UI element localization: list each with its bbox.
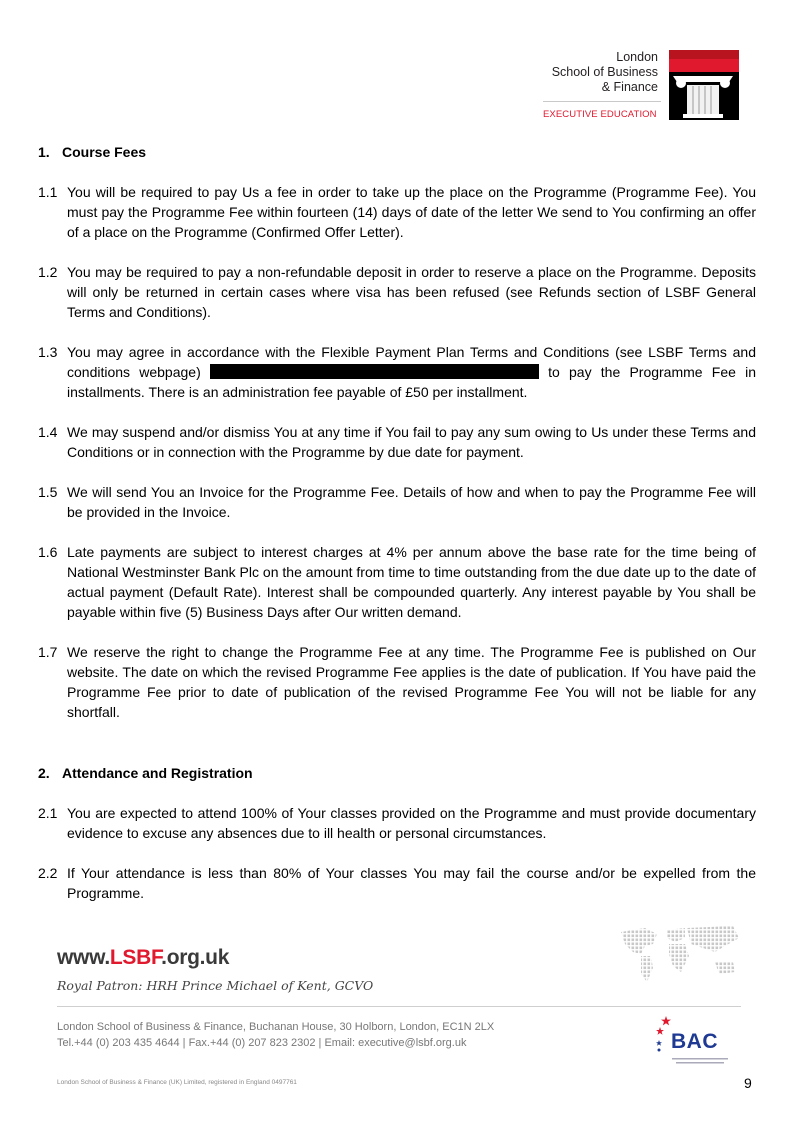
bac-subtitle-graphic	[668, 1057, 732, 1065]
clause-1-6: 1.6 Late payments are subject to interest charges at 4% per annum above the base rate for the time being of National Westminster Bank Plc on the amount from time to time outstanding from the due date up to the date of actual payment (Default Rate). Interest shall be compounded quarterly. Any interest payable by You shall be payable within five (5) Business Days after Our written demand.	[38, 544, 756, 620]
page-number: 9	[744, 1075, 752, 1091]
clause-2-1: 2.1 You are expected to attend 100% of Your classes provided on the Programme and must provide documentary evidence to excuse any absences due to ill health or personal circumstances.	[38, 805, 756, 841]
footer-website: www.LSBF.org.uk	[57, 946, 230, 969]
bac-wordmark: BAC	[671, 1030, 718, 1053]
clause-1-3: 1.3 You may agree in accordance with the Flexible Payment Plan Terms and Conditions (see LSBF Terms and conditions webpage) to pay the Programme Fee in installments. There is an administration fee payable of £50 per installment.	[38, 344, 757, 400]
section-heading-attendance: 2. Attendance and Registration	[38, 765, 253, 781]
logo-line-1: London	[616, 50, 658, 64]
clause-1-4: 1.4 We may suspend and/or dismiss You at any time if You fail to pay any sum owing to Us under these Terms and Conditions or in connection with the Programme by due date for payment.	[38, 424, 756, 460]
footer-address: London School of Business & Finance, Buchanan House, 30 Holborn, London, EC1N 2LX	[57, 1021, 495, 1033]
clause-1-7: 1.7 We reserve the right to change the Programme Fee at any time. The Programme Fee is published on Our website. The date on which the revised Programme Fee applies is the date of publication. If You have paid the Programme Fee prior to date of publication of the revised Programme Fee You will not be liable for any shortfall.	[38, 644, 756, 720]
world-map-icon	[615, 922, 743, 984]
clause-2-2: 2.2 If Your attendance is less than 80% of Your classes You may fail the course and/or be expelled from the Programme.	[38, 865, 756, 901]
logo-wordmark	[540, 50, 658, 95]
clause-1-5: 1.5 We will send You an Invoice for the Programme Fee. Details of how and when to pay the Programme Fee will be provided in the Invoice.	[38, 484, 756, 520]
bac-logo	[654, 1015, 734, 1071]
footer-divider	[57, 1006, 741, 1007]
document-body	[38, 142, 756, 903]
clause-1-1: 1.1 You will be required to pay Us a fee in order to take up the place on the Programme (Programme Fee). You must pay the Programme Fee within fourteen (14) days of date of the letter We send to You confirming an offer of a place on the Programme (Confirmed Offer Letter).	[38, 184, 756, 240]
footer-legal: London School of Business & Finance (UK) Limited, registered in England 0497761	[57, 1079, 297, 1086]
footer-contact: Tel.+44 (0) 203 435 4644 | Fax.+44 (0) 207 823 2302 | Email: executive@lsbf.org.uk	[57, 1037, 467, 1049]
logo-divider	[543, 101, 661, 102]
logo-tagline: EXECUTIVE EDUCATION	[543, 109, 657, 120]
logo-line-3: & Finance	[601, 80, 658, 94]
redacted-link	[210, 364, 539, 379]
footer-address-block	[57, 1019, 494, 1051]
section-heading-course-fees: 1. Course Fees	[38, 144, 147, 160]
pillar-icon	[669, 50, 739, 120]
clause-1-2: 1.2 You may be required to pay a non-refundable deposit in order to reserve a place on the Programme. Deposits will only be returned in certain cases where visa has been refused (see Refunds section of LSBF General Terms and Conditions).	[38, 264, 756, 320]
lsbf-logo	[540, 48, 740, 122]
footer-patron: Royal Patron: HRH Prince Michael of Kent, GCVO	[57, 978, 374, 993]
logo-line-2: School of Business	[551, 65, 658, 79]
